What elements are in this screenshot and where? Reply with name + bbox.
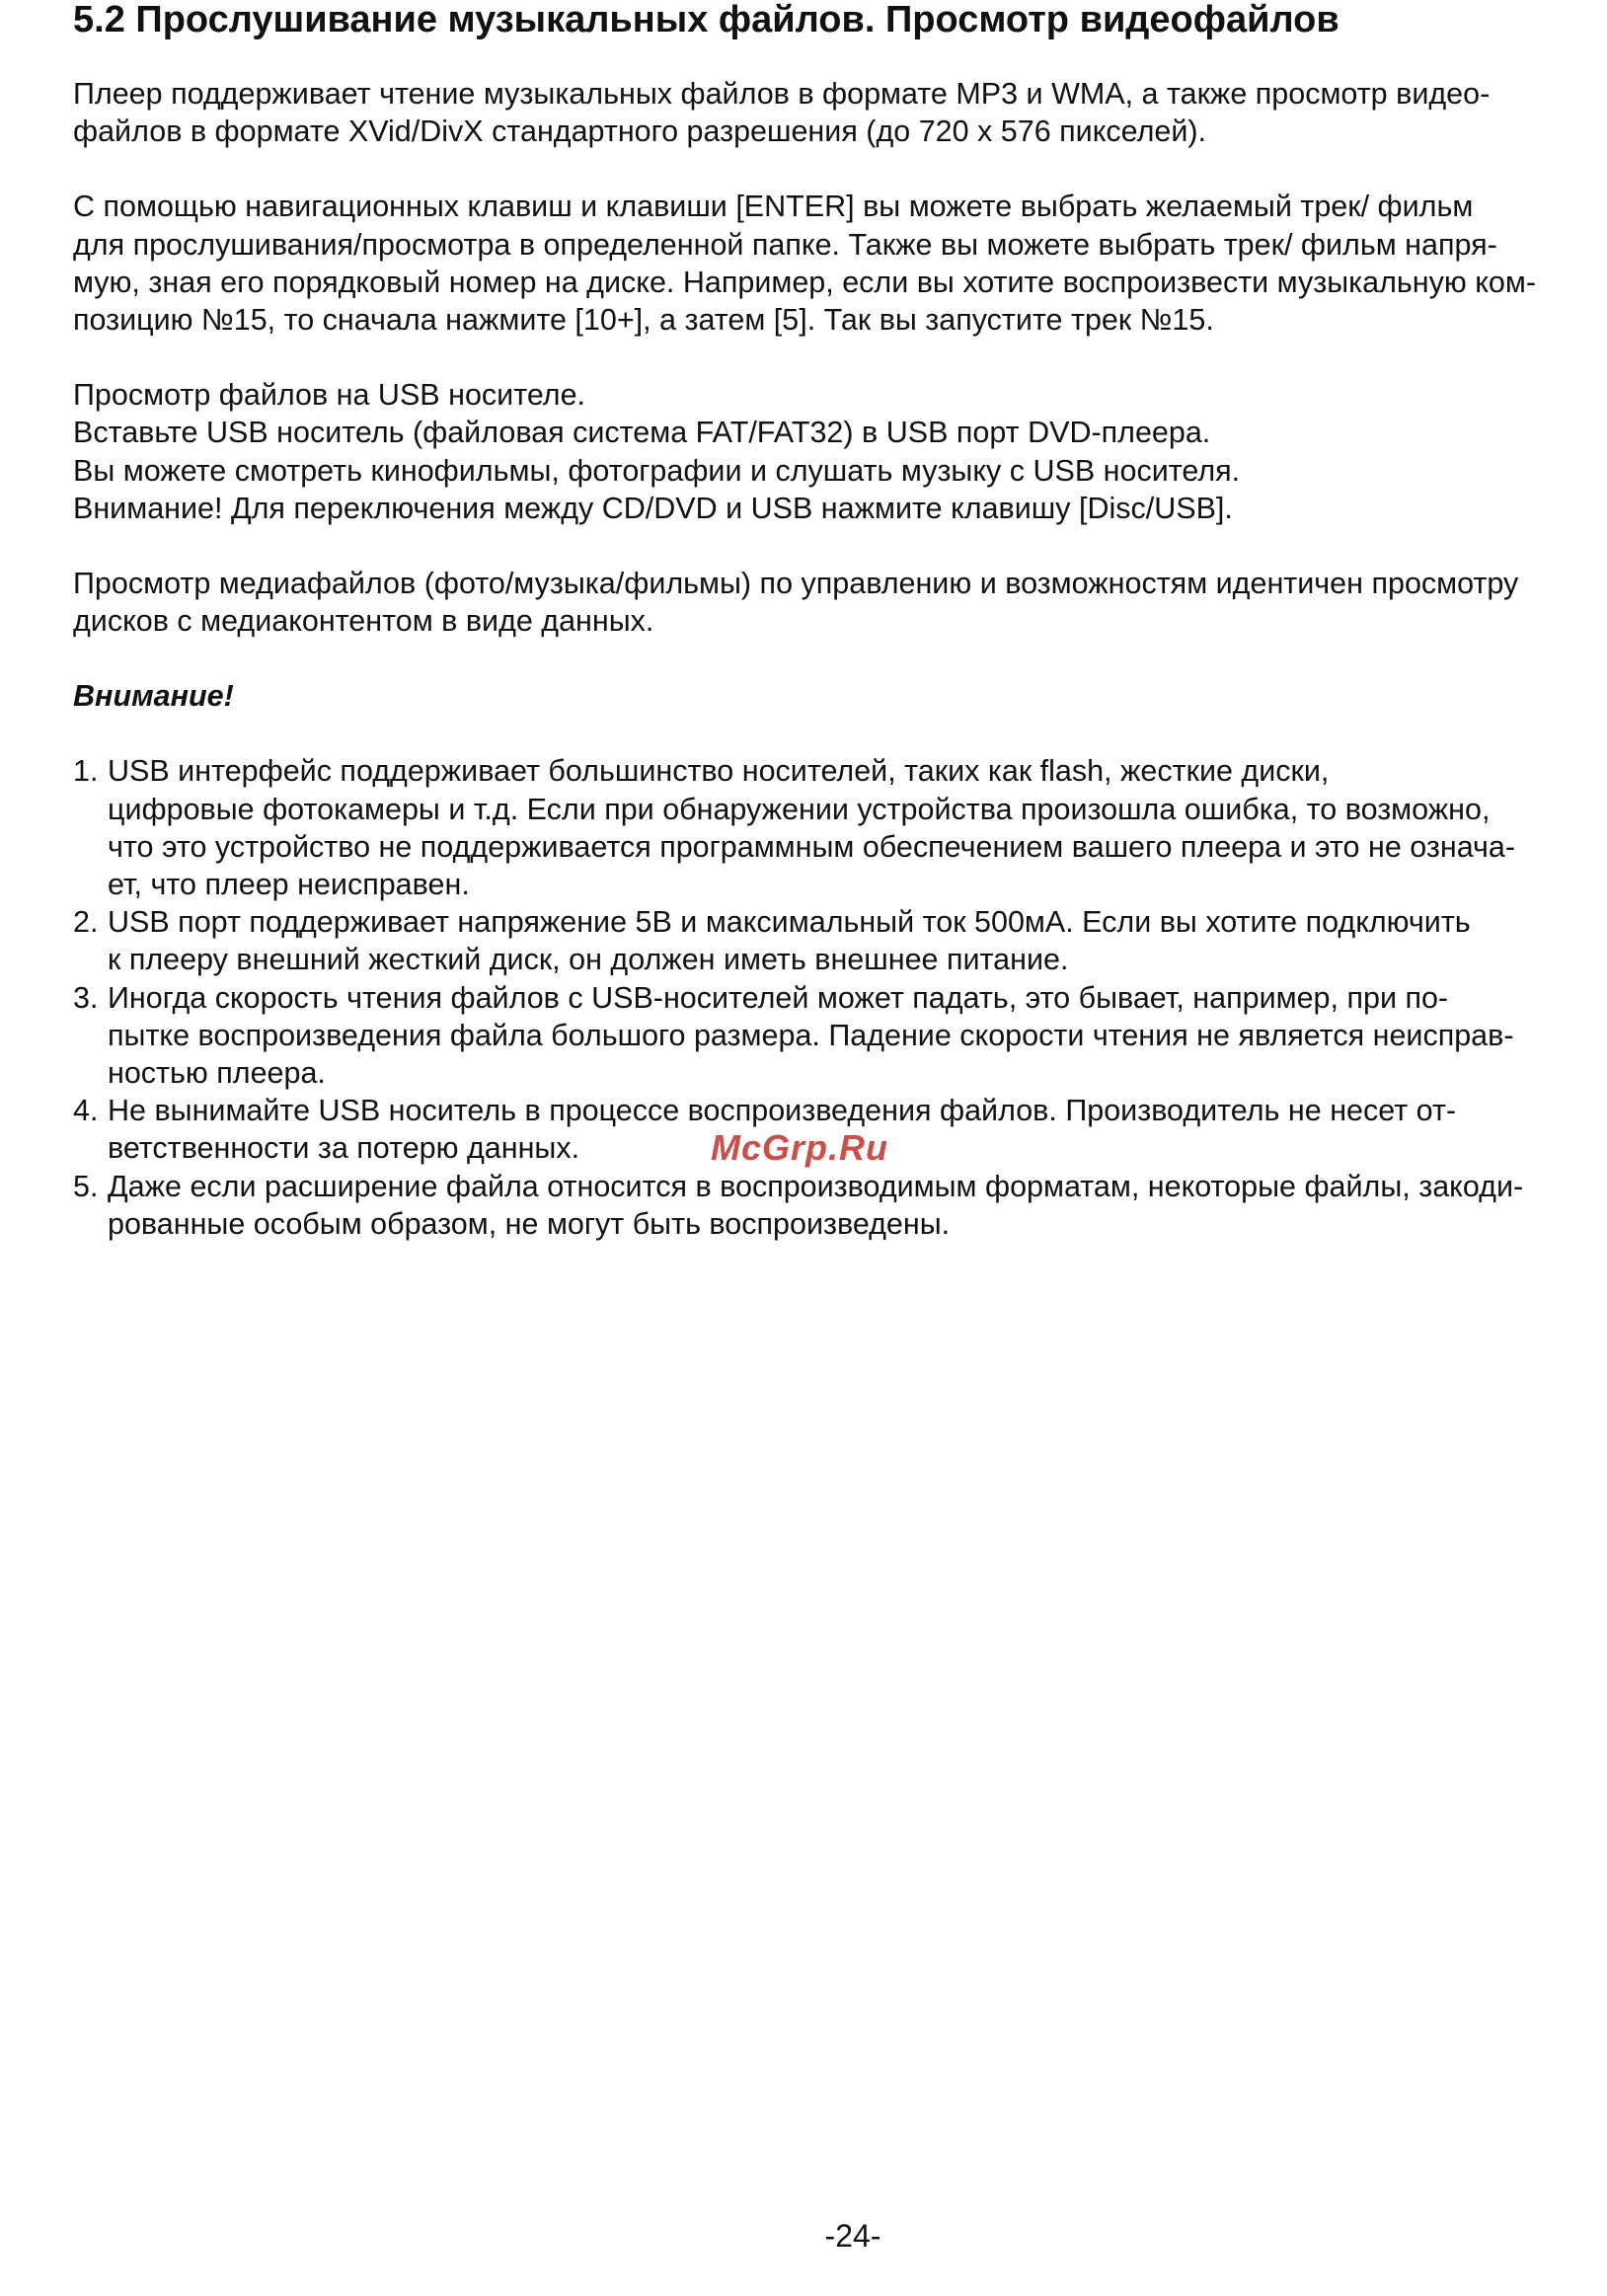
text-line: Даже если расширение файла относится в воспроизводимым форматам, некоторые файлы, закоди- <box>108 1169 1524 1203</box>
text-line: для прослушивания/просмотра в определенной папке. Также вы можете выбрать трек/ фильм напря- <box>73 227 1497 262</box>
paragraph-media <box>73 565 1593 640</box>
page-number: -24- <box>824 2218 881 2254</box>
notes-list <box>73 752 1593 1243</box>
list-number: 1. <box>73 754 99 789</box>
paragraph-usb <box>73 376 1593 527</box>
text-line: Вы можете смотреть кинофильмы, фотографии и слушать музыку с USB носителя. <box>73 453 1241 488</box>
text-line: ностью плеера. <box>108 1056 326 1091</box>
text-line: файлов в формате XVid/DivX стандартного разрешения (до 720 х 576 пикселей). <box>73 115 1207 149</box>
watermark-logo: McGrp.Ru <box>711 1127 889 1168</box>
text-line: к плееру внешний жесткий диск, он должен иметь внешнее питание. <box>108 943 1069 977</box>
text-line: С помощью навигационных клавиш и клавиши [ENTER] вы можете выбрать желаемый трек/ фильм <box>73 190 1474 224</box>
text-line: мую, зная его порядковый номер на диске. Например, если вы хотите воспроизвести музыкальную ком- <box>73 265 1537 299</box>
text-line: Иногда скорость чтения файлов с USB-носителей может падать, это бывает, например, при по- <box>108 980 1449 1015</box>
list-number: 2. <box>73 905 99 940</box>
list-item <box>73 1168 1593 1243</box>
list-item <box>73 752 1593 903</box>
text-line: цифровые фотокамеры и т.д. Если при обнаружении устройства произошла ошибка, то возможно, <box>108 792 1491 826</box>
text-line: что это устройство не поддерживается программным обеспечением вашего плеера и это не означа- <box>108 829 1516 864</box>
list-item <box>73 979 1593 1093</box>
text-line: ет, что плеер неисправен. <box>108 868 470 902</box>
text-line: позицию №15, то сначала нажмите [10+], а затем [5]. Так вы запустите трек №15. <box>73 303 1214 338</box>
text-line: дисков с медиаконтентом в виде данных. <box>73 604 654 639</box>
text-line: пытке воспроизведения файла большого размера. Падение скорости чтения не является неисправ- <box>108 1018 1514 1052</box>
text-line: рованные особым образом, не могут быть воспроизведены. <box>108 1206 951 1241</box>
text-line: USB интерфейс поддерживает большинство носителей, таких как flash, жесткие диски, <box>108 754 1330 789</box>
text-line: Внимание! Для переключения между CD/DVD и USB нажмите клавишу [Disc/USB]. <box>73 491 1233 525</box>
list-number: 4. <box>73 1094 99 1128</box>
section-heading: 5.2 Прослушивание музыкальных файлов. Просмотр видеофайлов <box>73 0 1339 40</box>
text-line: Просмотр файлов на USB носителе. <box>73 378 586 413</box>
paragraph-navigation <box>73 188 1593 339</box>
list-number: 5. <box>73 1169 99 1203</box>
paragraph-formats <box>73 75 1593 150</box>
note-title: Внимание! <box>73 679 234 714</box>
list-item <box>73 903 1593 978</box>
document-page <box>73 0 1593 1243</box>
text-line: Вставьте USB носитель (файловая система FAT/FAT32) в USB порт DVD-плеера. <box>73 416 1211 450</box>
text-line: USB порт поддерживает напряжение 5В и максимальный ток 500мА. Если вы хотите подключить <box>108 905 1471 940</box>
text-line: Не вынимайте USB носитель в процессе воспроизведения файлов. Производитель не несет от- <box>108 1094 1457 1128</box>
text-line: Просмотр медиафайлов (фото/музыка/фильмы) по управлению и возможностям идентичен просмотру <box>73 567 1519 601</box>
text-line: ветственности за потерю данных. <box>108 1131 580 1166</box>
list-number: 3. <box>73 980 99 1015</box>
text-line: Плеер поддерживает чтение музыкальных файлов в формате MP3 и WMA, а также просмотр видео- <box>73 77 1491 111</box>
